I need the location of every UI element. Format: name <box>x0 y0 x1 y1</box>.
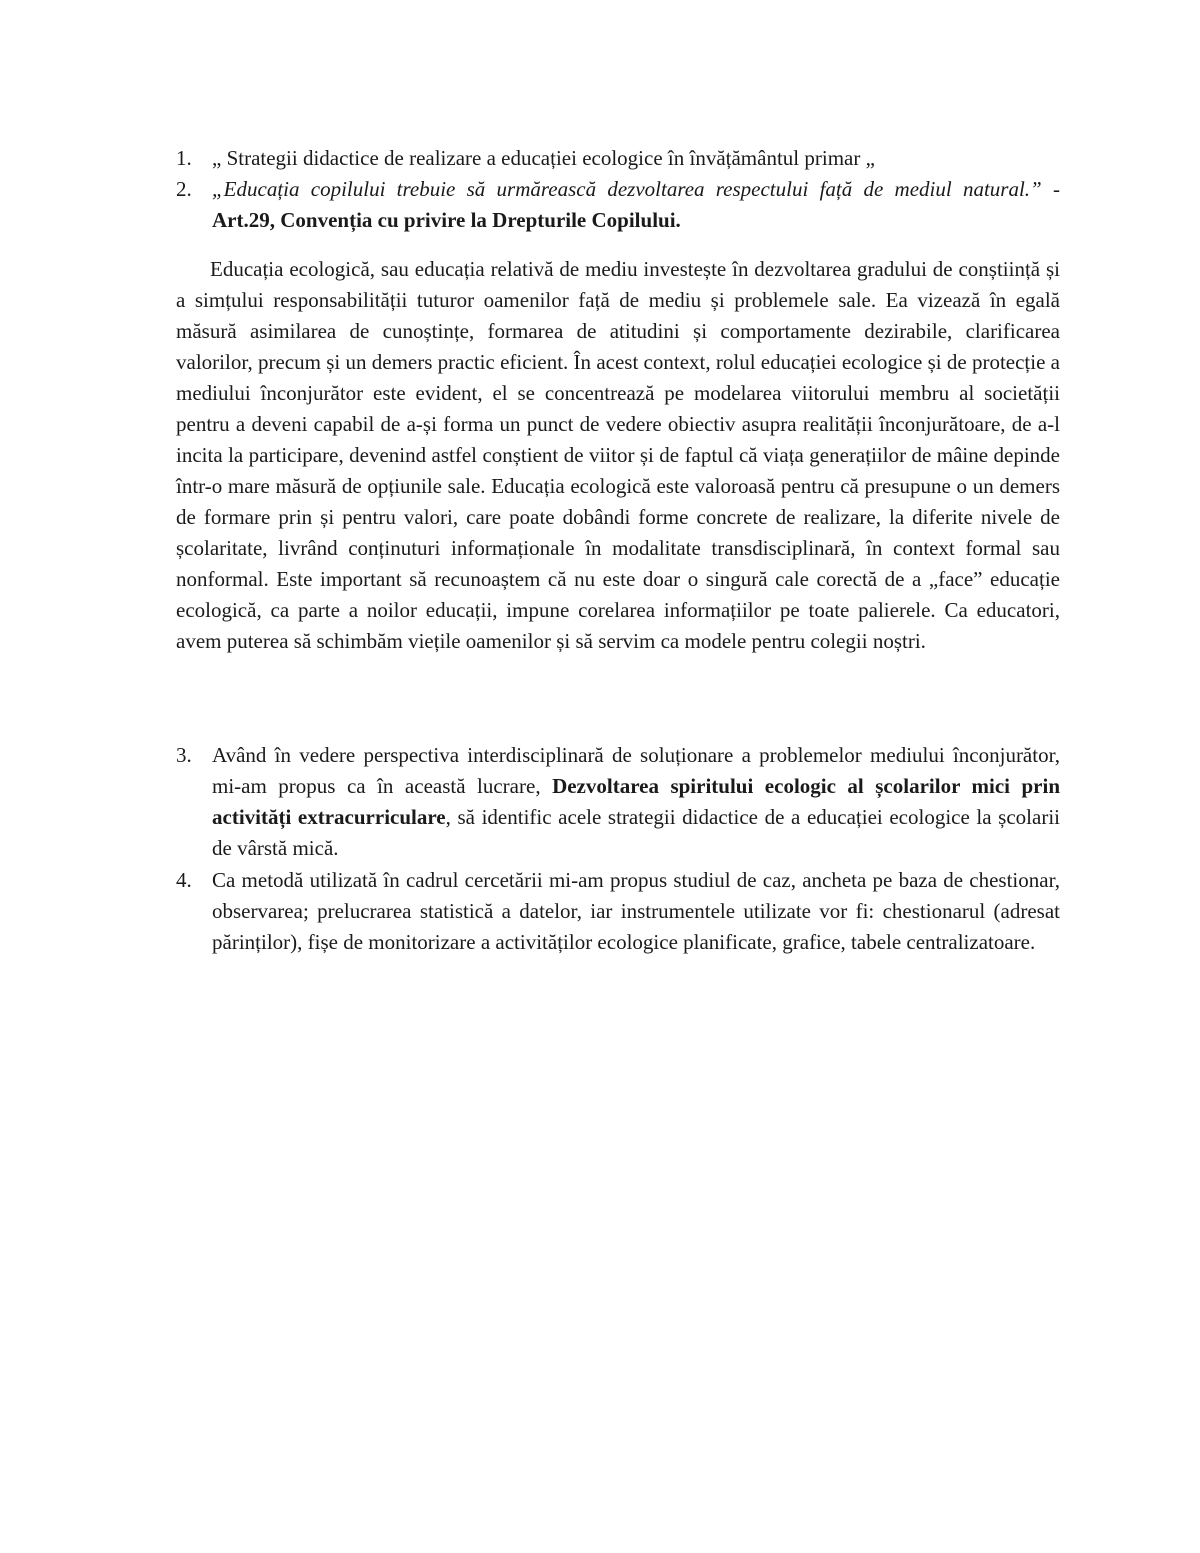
list-number: 4. <box>176 868 192 892</box>
item3-text-before: Având în vedere perspectiva interdisciplinară de soluționare a problemelor mediului înconjurător, mi-am propus ca în această lucrare, <box>212 743 1060 798</box>
quote-text: „Educația copilului trebuie să urmărească dezvoltarea respectului față de mediul natural.” <box>212 177 1042 201</box>
list-item-text <box>212 740 1060 864</box>
quote-source: Art.29, Convenția cu privire la Drepturile Copilului. <box>212 208 681 232</box>
body-paragraph: Educația ecologică, sau educația relativă de mediu investește în dezvoltarea gradului de conștiință și a simțului responsabilității tuturor oamenilor față de mediu și problemele sale. Ea vizează în egală măsură asimilarea de cunoștințe, formarea de atitudini și comportamente dezirabile, clarificarea valorilor, precum și un demers practic eficient. În acest context, rolul educației ecologice și de protecție a mediului înconjurător este evident, el se concentrează pe modelarea viitorului membru al societății pentru a deveni capabil de a-și forma un punct de vedere obiectiv asupra realității înconjurătoare, de a-l incita la participare, devenind astfel conștient de viitor și de faptul că viața generațiilor de mâine depinde într-o mare măsură de opțiunile sale. Educația ecologică este valoroasă pentru că presupune o un demers de formare prin și pentru valori, care poate dobândi forme concrete de realizare, la diferite nivele de școlaritate, livrând conținuturi informaționale în modalitate transdisciplinară, în context formal sau nonformal. Este important să recunoaștem că nu este doar o singură cale corectă de a „face” educație ecologică, ca parte a noilor educații, impune corelarea informațiilor pe toate palierele. Ca educatori, avem puterea să schimbăm viețile oamenilor și să servim ca modele pentru colegii noștri. <box>176 257 1060 653</box>
list-item-text <box>212 174 1060 236</box>
list-item-1 <box>176 143 1060 174</box>
list-number: 3. <box>176 743 192 767</box>
list-item-4 <box>176 865 1060 958</box>
list-item-2 <box>176 174 1060 236</box>
item3-text-after: , să identific acele strategii didactice de a educației ecologice la școlarii de vârstă mică. <box>212 805 1060 860</box>
thesis-title: Dezvoltarea spiritului ecologic al școlarilor mici prin activități extracurriculare <box>212 774 1060 829</box>
list-item-text: „ Strategii didactice de realizare a educației ecologice în învățământul primar „ <box>212 146 875 170</box>
quote-separator: - <box>1041 177 1060 201</box>
list-number: 2. <box>176 177 192 201</box>
list-item-3 <box>176 740 1060 864</box>
list-number: 1. <box>176 146 192 170</box>
list-item-text: Ca metodă utilizată în cadrul cercetării mi-am propus studiul de caz, ancheta pe baza de chestionar, observarea; prelucrarea statistică a datelor, iar instrumentele utilizate vor fi: chestionarul (adresat părinților), fișe de monitorizare a activităților ecologice planificate, grafice, tabele centralizatoare. <box>212 868 1060 954</box>
